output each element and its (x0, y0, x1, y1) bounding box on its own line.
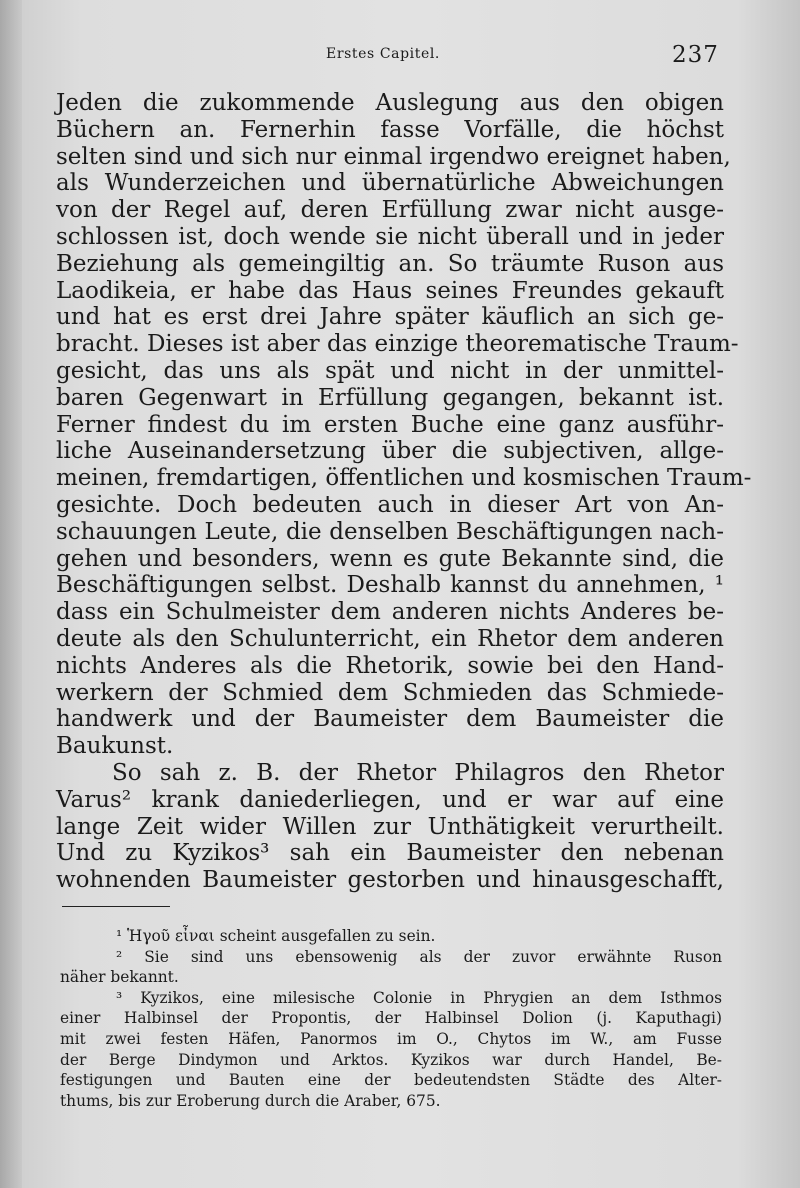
body-line: Jeden die zukommende Auslegung aus den obigen (56, 90, 724, 116)
body-line: handwerk und der Baumeister dem Baumeister die (56, 706, 724, 733)
body-line: gehen und besonders, wenn es gute Bekannte sind, die (56, 545, 724, 572)
body-line: und hat es erst drei Jahre später käuflich an sich ge- (56, 304, 724, 331)
body-line: werkern der Schmied dem Schmieden das Schmiede- (56, 679, 724, 706)
footnote-line: einer Halbinsel der Propontis, der Halbinsel Dolion (j. Kaputhagi) (60, 1009, 722, 1028)
body-line: gesichte. Doch bedeuten auch in dieser Art von An- (56, 491, 724, 518)
footnote-line: der Berge Dindymon und Arktos. Kyzikos war durch Handel, Be- (60, 1050, 722, 1069)
body-line: selten sind und sich nur einmal irgendwo ereignet haben, (56, 143, 731, 170)
body-line: Büchern an. Fernerhin fasse Vorfälle, die höchst (56, 116, 724, 143)
body-line: So sah z. B. der Rhetor Philagros den Rhetor (112, 759, 724, 786)
body-line: als Wunderzeichen und übernatürliche Abweichungen (56, 170, 724, 197)
body-line: baren Gegenwart in Erfüllung gegangen, bekannt ist. (56, 384, 724, 411)
body-line: schlossen ist, doch wende sie nicht überall und in jeder (56, 223, 724, 250)
body-line: deute als den Schulunterricht, ein Rhetor dem anderen (56, 625, 724, 652)
body-line: von der Regel auf, deren Erfüllung zwar nicht ausge- (56, 197, 724, 224)
body-line: gesicht, das uns als spät und nicht in der unmittel- (56, 357, 724, 384)
body-line: Laodikeia, er habe das Haus seines Freundes gekauft (56, 277, 724, 304)
body-line: liche Auseinandersetzung über die subjectiven, allge- (56, 438, 724, 465)
body-line: wohnenden Baumeister gestorben und hinausgeschafft, (56, 867, 724, 894)
body-line: lange Zeit wider Willen zur Unthätigkeit verurtheilt. (56, 813, 724, 840)
body-line: Varus² krank daniederliegen, und er war auf eine (56, 786, 724, 813)
page-gutter-shadow (0, 0, 22, 1188)
footnote-line: mit zwei festen Häfen, Panormos im O., Chytos im W., am Fusse (60, 1029, 722, 1048)
footnote-rule (62, 906, 170, 907)
body-line: Ferner findest du im ersten Buche eine ganz ausführ- (56, 411, 724, 438)
footnote-line: ¹ Ἡγοῦ εἶναι scheint ausgefallen zu sein. (116, 927, 436, 945)
body-line: Beschäftigungen selbst. Deshalb kannst du annehmen, ¹ (56, 572, 724, 599)
page-number: 237 (672, 42, 719, 68)
running-head (0, 40, 800, 72)
footnotes (60, 926, 722, 1111)
footnote-line: ³ Kyzikos, eine milesische Colonie in Phrygien an dem Isthmos (116, 988, 722, 1007)
body-line: Und zu Kyzikos³ sah ein Baumeister den nebenan (56, 840, 724, 867)
body-line: Beziehung als gemeingiltig an. So träumte Ruson aus (56, 250, 724, 277)
body-line: bracht. Dieses ist aber das einzige theorematische Traum- (56, 331, 739, 358)
body-line: meinen, fremdartigen, öffentlichen und kosmischen Traum- (56, 465, 752, 492)
running-title: Erstes Capitel. (326, 46, 440, 62)
body-line: nichts Anderes als die Rhetorik, sowie bei den Hand- (56, 652, 724, 679)
footnote-line: thums, bis zur Eroberung durch die Araber, 675. (60, 1091, 441, 1110)
body-line: Baukunst. (56, 733, 174, 760)
body-line: dass ein Schulmeister dem anderen nichts Anderes be- (56, 599, 724, 626)
body-text (56, 90, 752, 894)
footnote-line: ² Sie sind uns ebensowenig als der zuvor erwähnte Ruson (116, 947, 722, 966)
footnote-line: näher bekannt. (60, 968, 179, 987)
footnote-line: festigungen und Bauten eine der bedeutendsten Städte des Alter- (60, 1071, 722, 1090)
body-line: schauungen Leute, die denselben Beschäftigungen nach- (56, 518, 724, 545)
